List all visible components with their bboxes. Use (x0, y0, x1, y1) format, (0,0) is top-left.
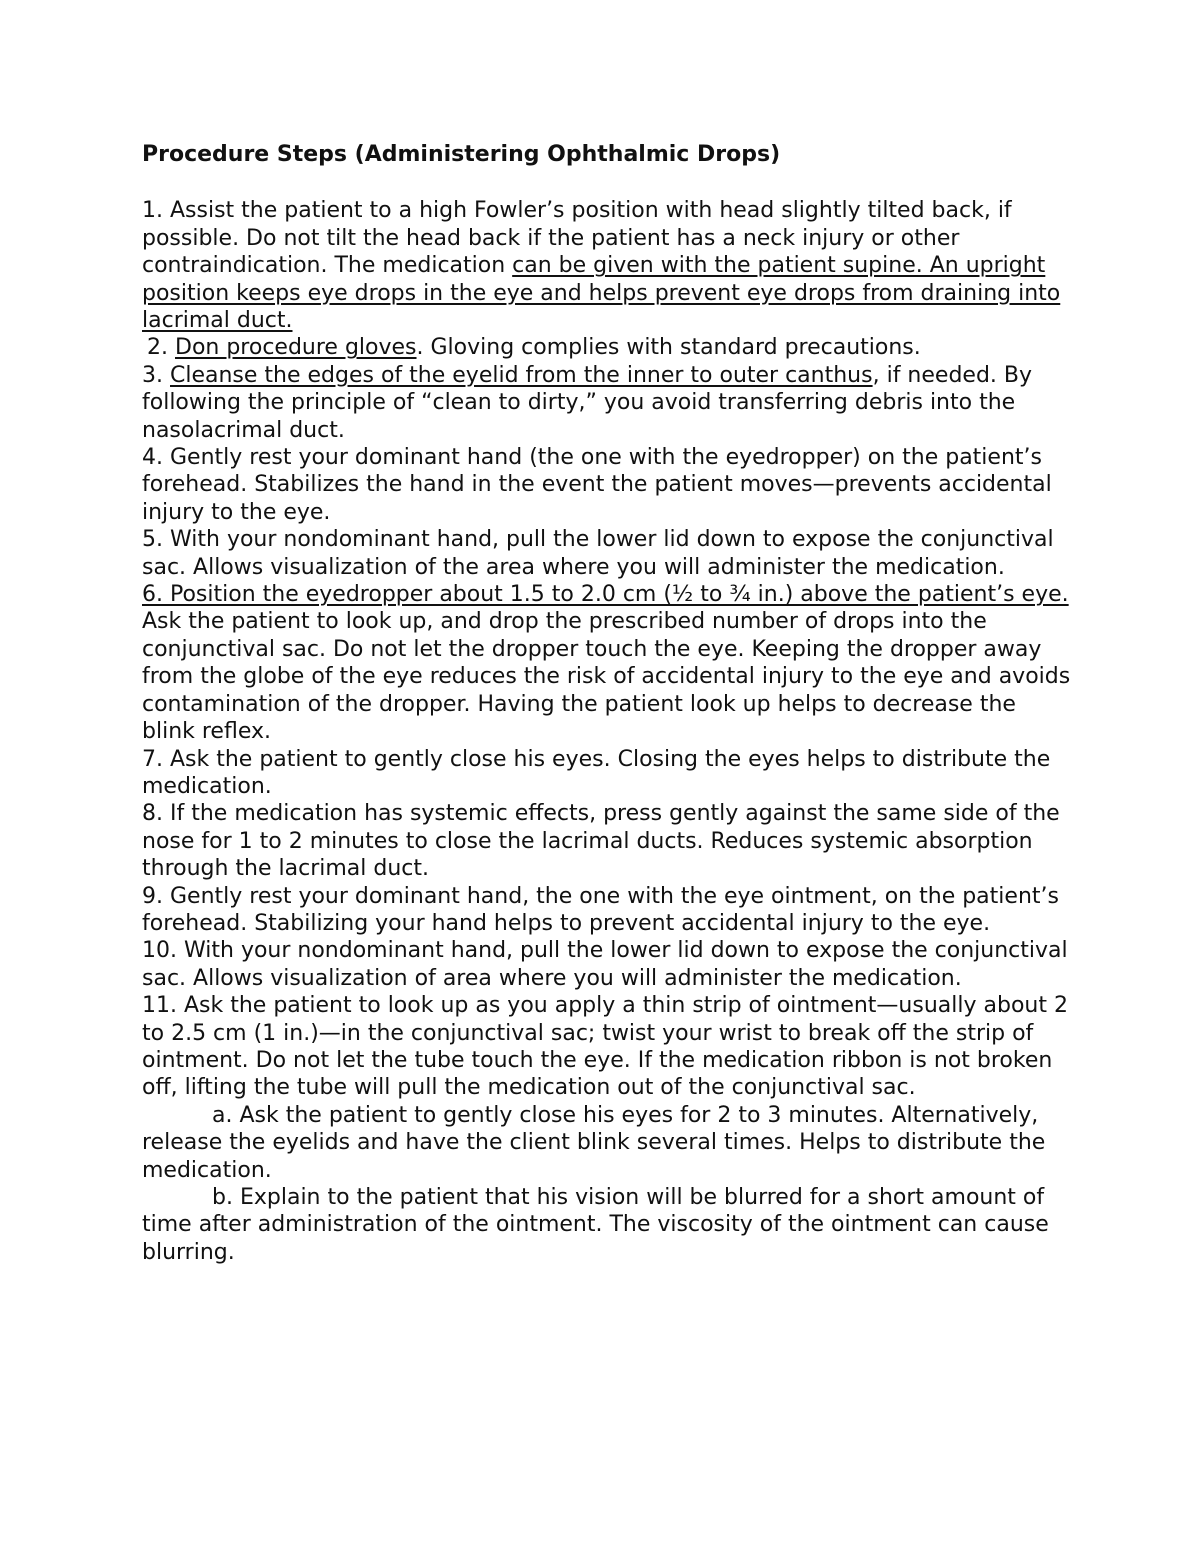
step-10: 10. With your nondominant hand, pull the lower lid down to expose the conjunctival sac. Allows visualization of area where you will administer the medication. (142, 938, 1068, 991)
step-6: 6. Position the eyedropper about 1.5 to 2.0 cm (½ to ¾ in.) above the patient’s eye. Ask the patient to look up, and drop the prescribed number of drops into the conjunctival sac. Do not let the dropper touch the eye. Keeping the dropper away from the globe of the eye reduces the risk of accidental injury to the eye and avoids contamination of the dropper. Having the patient look up helps to decrease the blink reflex. (142, 582, 1071, 745)
document-title: Procedure Steps (Administering Ophthalmic Drops) (142, 142, 781, 167)
step-number: 5. (142, 527, 163, 553)
step-number: 10. (142, 938, 177, 964)
substep-a: a. Ask the patient to gently close his eyes for 2 to 3 minutes. Alternatively, release the eyelids and have the client blink several times. Helps to distribute the medication. (142, 1102, 1046, 1183)
substep-b: b. Explain to the patient that his vision will be blurred for a short amount of time after administration of the ointment. The viscosity of the ointment can cause blurring. (142, 1185, 1049, 1265)
step-5: 5. With your nondominant hand, pull the lower lid down to expose the conjunctival sac. Allows visualization of the area where you will administer the medication. (142, 527, 1054, 580)
step-2: 2. Don procedure gloves. Gloving complies with standard precautions. (147, 335, 921, 361)
step-number: 3. (142, 362, 163, 388)
step-number: 1. (142, 198, 163, 224)
step-number: 2. (147, 335, 168, 361)
step-11: 11. Ask the patient to look up as you apply a thin strip of ointment—usually about 2 to 2.5 cm (1 in.)—in the conjunctival sac; twist your wrist to break off the strip of ointment. Do not let the tube touch the eye. If the medication ribbon is not broken off, lifting the tube will pull the medication out of the conjunctival sac. (142, 993, 1068, 1101)
step-number: 6. (142, 582, 163, 608)
underlined-text: Don procedure gloves (175, 335, 417, 361)
step-4: 4. Gently rest your dominant hand (the one with the eyedropper) on the patient’s forehead. Stabilizes the hand in the event the patient moves—prevents accidental injury to the eye. (142, 445, 1052, 525)
step-number: 11. (142, 993, 177, 1019)
underlined-text: can be given with the patient supine. An upright position keeps eye drops in the eye and helps prevent eye drops from draining into lacrimal duct. (142, 253, 1061, 334)
underlined-text: Cleanse the edges of the eyelid from the inner to outer canthus (170, 362, 873, 388)
blank-line (142, 170, 1072, 197)
step-8: 8. If the medication has systemic effects, press gently against the same side of the nose for 1 to 2 minutes to close the lacrimal ducts. Reduces systemic absorption through the lacrimal duct. (142, 801, 1060, 882)
underlined-text: 6. Position the eyedropper about 1.5 to 2.0 cm (½ to ¾ in.) above the patient’s eye. (142, 582, 1069, 608)
step-9: 9. Gently rest your dominant hand, the one with the eye ointment, on the patient’s forehead. Stabilizing your hand helps to prevent accidental injury to the eye. (142, 883, 1059, 936)
step-3: 3. Cleanse the edges of the eyelid from the inner to outer canthus, if needed. By following the principle of “clean to dirty,” you avoid transferring debris into the nasolacrimal duct. (142, 362, 1033, 443)
step-1: 1. Assist the patient to a high Fowler’s position with head slightly tilted back, if possible. Do not tilt the head back if the patient has a neck injury or other contraindication. The medication can be given with the patient supine. An upright position keeps eye drops in the eye and helps prevent eye drops from draining into lacrimal duct. (142, 198, 1061, 334)
substep-letter: a. (212, 1102, 233, 1128)
step-7: 7. Ask the patient to gently close his eyes. Closing the eyes helps to distribute the medication. (142, 746, 1051, 799)
step-number: 9. (142, 883, 163, 909)
substep-letter: b. (212, 1185, 233, 1211)
step-number: 4. (142, 445, 163, 471)
step-number: 8. (142, 801, 163, 827)
document-body (142, 140, 1072, 1266)
step-number: 7. (142, 746, 163, 772)
